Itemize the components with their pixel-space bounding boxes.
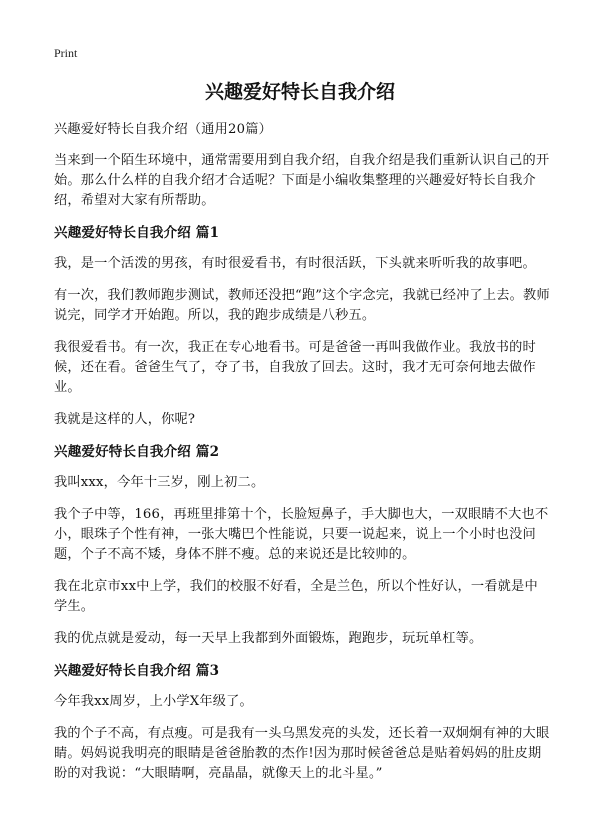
print-link[interactable]: Print (54, 46, 78, 60)
paragraph: 我个子中等，166，再班里排第十个，长脸短鼻子，手大脚也大，一双眼睛不大也不小，眼珠子个性有神，一张大嘴巴个性能说，只要一说起来，说上一个小时也没问题，个子不高不矮，身体不胖不瘦。总的来说还是比较帅的。 (54, 507, 549, 562)
paragraph: 有一次，我们教师跑步测试，教师还没把“跑”这个字念完，我就已经冲了上去。教师说完，同学才开始跑。所以，我的跑步成绩是八秒五。 (54, 288, 550, 323)
paragraph: 我的优点就是爱动，每一天早上我都到外面锻炼，跑跑步，玩玩单杠等。 (54, 631, 483, 646)
section-heading-1: 兴趣爱好特长自我介绍 篇1 (54, 225, 220, 241)
section-heading-2: 兴趣爱好特长自我介绍 篇2 (54, 444, 220, 460)
paragraph: 我叫xxx，今年十三岁，刚上初二。 (54, 475, 265, 490)
paragraph: 今年我xx周岁，上小学X年级了。 (54, 694, 253, 709)
intro-paragraph: 当来到一个陌生环境中，通常需要用到自我介绍，自我介绍是我们重新认识自己的开始。那么什么样的自我介绍才合适呢？下面是小编收集整理的兴趣爱好特长自我介绍，希望对大家有所帮助。 (54, 153, 550, 208)
paragraph: 我，是一个活泼的男孩，有时很爱看书，有时很活跃，下头就来听听我的故事吧。 (54, 256, 536, 271)
page-title: 兴趣爱好特长自我介绍 (204, 81, 395, 103)
paragraph: 我就是这样的人，你呢? (54, 412, 196, 427)
paragraph: 我的个子不高，有点瘦。可是我有一头乌黑发亮的头发，还长着一双炯炯有神的大眼睛。妈妈说我明亮的眼睛是爸爸胎教的杰作!因为那时候爸爸总是贴着妈妈的肚皮期盼的对我说：“大眼睛啊，亮晶晶，就像天上的北斗星。” (54, 726, 550, 781)
paragraph: 我很爱看书。有一次，我正在专心地看书。可是爸爸一再叫我做作业。我放书的时候，还在看。爸爸生气了，夺了书，自我放了回去。这时，我才无可奈何地去做作业。 (54, 340, 536, 395)
document-subtitle: 兴趣爱好特长自我介绍（通用20篇） (54, 122, 272, 137)
section-heading-3: 兴趣爱好特长自我介绍 篇3 (54, 663, 220, 679)
document-body (54, 120, 550, 796)
paragraph: 我在北京市xx中上学，我们的校服不好看，全是兰色，所以个性好认，一看就是中学生。 (54, 579, 538, 614)
